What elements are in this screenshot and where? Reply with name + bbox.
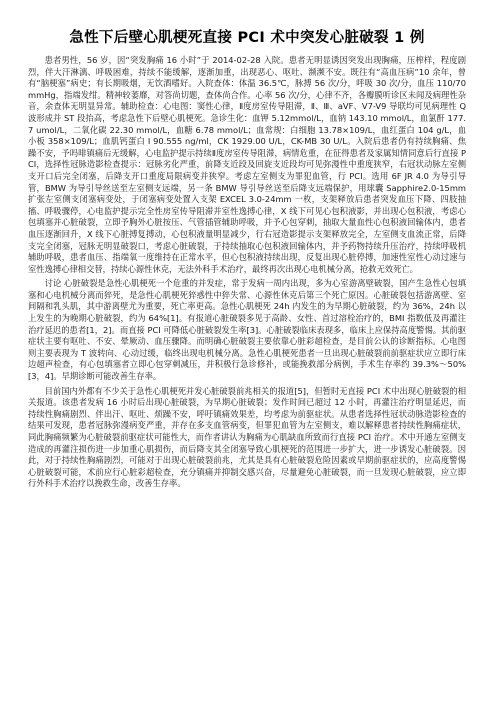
- discussion-paragraph: 讨论 心脏破裂是急性心肌梗死一个危重的并发症，常于发病一周内出现，多为心室游离壁破裂，国产生急性心包填塞和心电机械分离而猝死，是急性心肌梗死猝惑性中猝失常、心源性休克后第三个死亡原因。心脏破裂包括游离壁、室间隔和乳头肌，其中游离壁尤为重要，死亡率更高。急性心肌梗死 24h 内发生的为早期心脏破裂，约为 36%，24h 以上发生的为晚期心脏破裂，约为 64%[1]。有报道心脏破裂多见于高龄、女性、首过溶栓治疗的，BMI 指数低及再灌注治疗延迟的患者[1，2]。而直接 PCI 可降低心脏破裂发生率[3]。心脏破裂临床表现多，临床上应保持高度警惕。其前驱症状主要有呕吐、不安、晕厥动、血压骤降。而明确心脏破裂主要依靠心脏彩超检查，是目前公认的诊断指标。心电图则主要表现为 T 波转向、心动过缓，临终出现电机械分离。急性心肌梗死患者一旦出现心脏破裂前前驱症状应立即行床边超声检查，有心包填塞者立即心包穿刺减压，并积极行急诊修补，或能挽救部分病例，手术生存率约 39.3%～50%[3，4]。早期诊断可能改善生存率。: [28, 278, 466, 382]
- analysis-paragraph: 目前国内外都有不少关于急性心肌梗死并发心脏破裂前兆相关的报道[5]，但暂时无直接 PCI 术中出现心脏破裂的相关报道。该患者发病 16 小时后出现心脏破裂，为早期心脏破裂；发作时间已超过 12 小时，再灌注治疗明显延迟，而持续性胸痛剧烈、伴出汗、呕吐、烦躁不安，呼吁镇痛效果差，均考虑为前驱症状。从患者选择性冠状动脉造影检查的结果可发现，患者冠脉弥漫病变严重，并存在多支血管病变，但罪犯血管为左室侧支，难以解释患者持续性胸痛症状，同此胸痛频繁为心脏破裂前驱症状可能性大，而作者讲认为胸痛为心肌缺血所致而行直接 PCI 治疗。术中开通左室侧支造成的再灌注损伤进一步加重心肌损伤，而后降支其全闭塞导致心肌梗死的范围进一步扩大，进一步诱发心脏破裂。因此，对于持续性胸痛剧烈，可能对于出现心脏破裂前兆，尤其是具有心脏破裂危险因素或早期前驱症状的，应高度警惕心脏破裂可能，术前应行心脏彩超检查，充分镇痛并抑制交感兴奋，尽量避免心脏破裂，而一旦发现心脏破裂，应立即行外科手术治疗以挽救生命，改善生存率。: [28, 385, 466, 489]
- document-title: 急性下后壁心肌梗死直接 PCI 术中突发心脏破裂 1 例: [69, 30, 425, 46]
- document-body: [28, 55, 466, 490]
- case-paragraph: 患者男性，56 岁，因“突发胸痛 16 小时”于 2014-02-28 入院。患者无明显诱因突发出现胸痛，压榨样，程度剧烈，伴大汗淋漓、呼吸困难，持续不能缓解，逐渐加重，出现恶心、呕吐、濒濒不安。既往有“高血压病”10 余年，曾有“脑梗塞”病史；有长期吸烟，无饮酒嗜好。入院查体：体温 36.5℃，脉搏 56 次/分，呼吸 30 次/分，血压 110/70mmHg，指端发绀。精神较萎靡，对答尚切题，查体尚合作。心率 56 次/分，心律不齐，各瓣膜听诊区未闻及病理性杂音，余查体无明显异常。辅助检查：心电图：窦性心律，Ⅱ度房室传导阻滞，Ⅱ、Ⅲ、aVF、V7-V9 导联均可见病理性 Q 波形成并 ST 段抬高，考虑急性下后壁心肌梗死。急诊生化：血钾 5.12mmol/L，血钠 143.10 mmol/L，血氯酐 177.7 umol/L，二氧化碳 22.30 mmol/L，血糖 6.78 mmol/L；血常规：白细胞 13.78×109/L，血红蛋白 104 g/L，血小板 358×109/L；血肌钙蛋白 I 90.555 ng/ml，CK 1929.00 U/L，CK-MB 30 U/L。入院后患者仍有持续胸痛、焦躁不安，予吗啡镇痛后无缓解，心电监护提示持续Ⅱ度房室传导阻滞，病情危重，在征得患者及家属知情同意后行直接 PCI，选择性冠脉造影检查提示：冠脉劣化严重，前降支近段及回旋支近段均可见弥漫性中重度狭窄，右冠状动脉左室侧支开口后完全闭塞，后降支开口重度局限病变并狭窄。考虑左室侧支为罪犯血管，行 PCI。选用 6F JR 4.0 为导引导管，BMW 为导引导丝送至左室侧支远端，另一条 BMW 导引导丝送至后降支远端保护，用球囊 Sapphire2.0-15mm 扩张左室侧支闭塞病变处，于闭塞病变处置入支架 EXCEL 3.0-24mm 一枚，支架释放后患者突发血压下降、四肢抽搐、呼吸骤停，心电监护提示完全性房室传导阻滞并室性逸搏心律，X 线下可见心包积液影，并出现心包积液，考虑心包填塞并心脏破裂，立即予胸外心脏按压、气管插管辅助呼吸，并予心包穿刺，抽取大量血性心包积液回输体内，患者血压逐渐回升，X 线下心脏搏复搏动，心包积液量明显减少，行右冠造影提示支架释放完全，左室侧支血流正常，后降支完全闭塞，冠脉无明显破裂口，考虑心脏破裂，于持续抽取心包积液回输体内，并予药物持续升压治疗，持续呼吸机辅助呼吸，患者血压、指端氧一度维持在正常水平，但心包积液持续出现，反复出现心脏停搏，加速性室性心动过速与室性逸搏心律相交替，持续心源性休克，无法外科手术治疗，最终再次出现心电机械分离，抢救无效死亡。: [28, 55, 466, 274]
